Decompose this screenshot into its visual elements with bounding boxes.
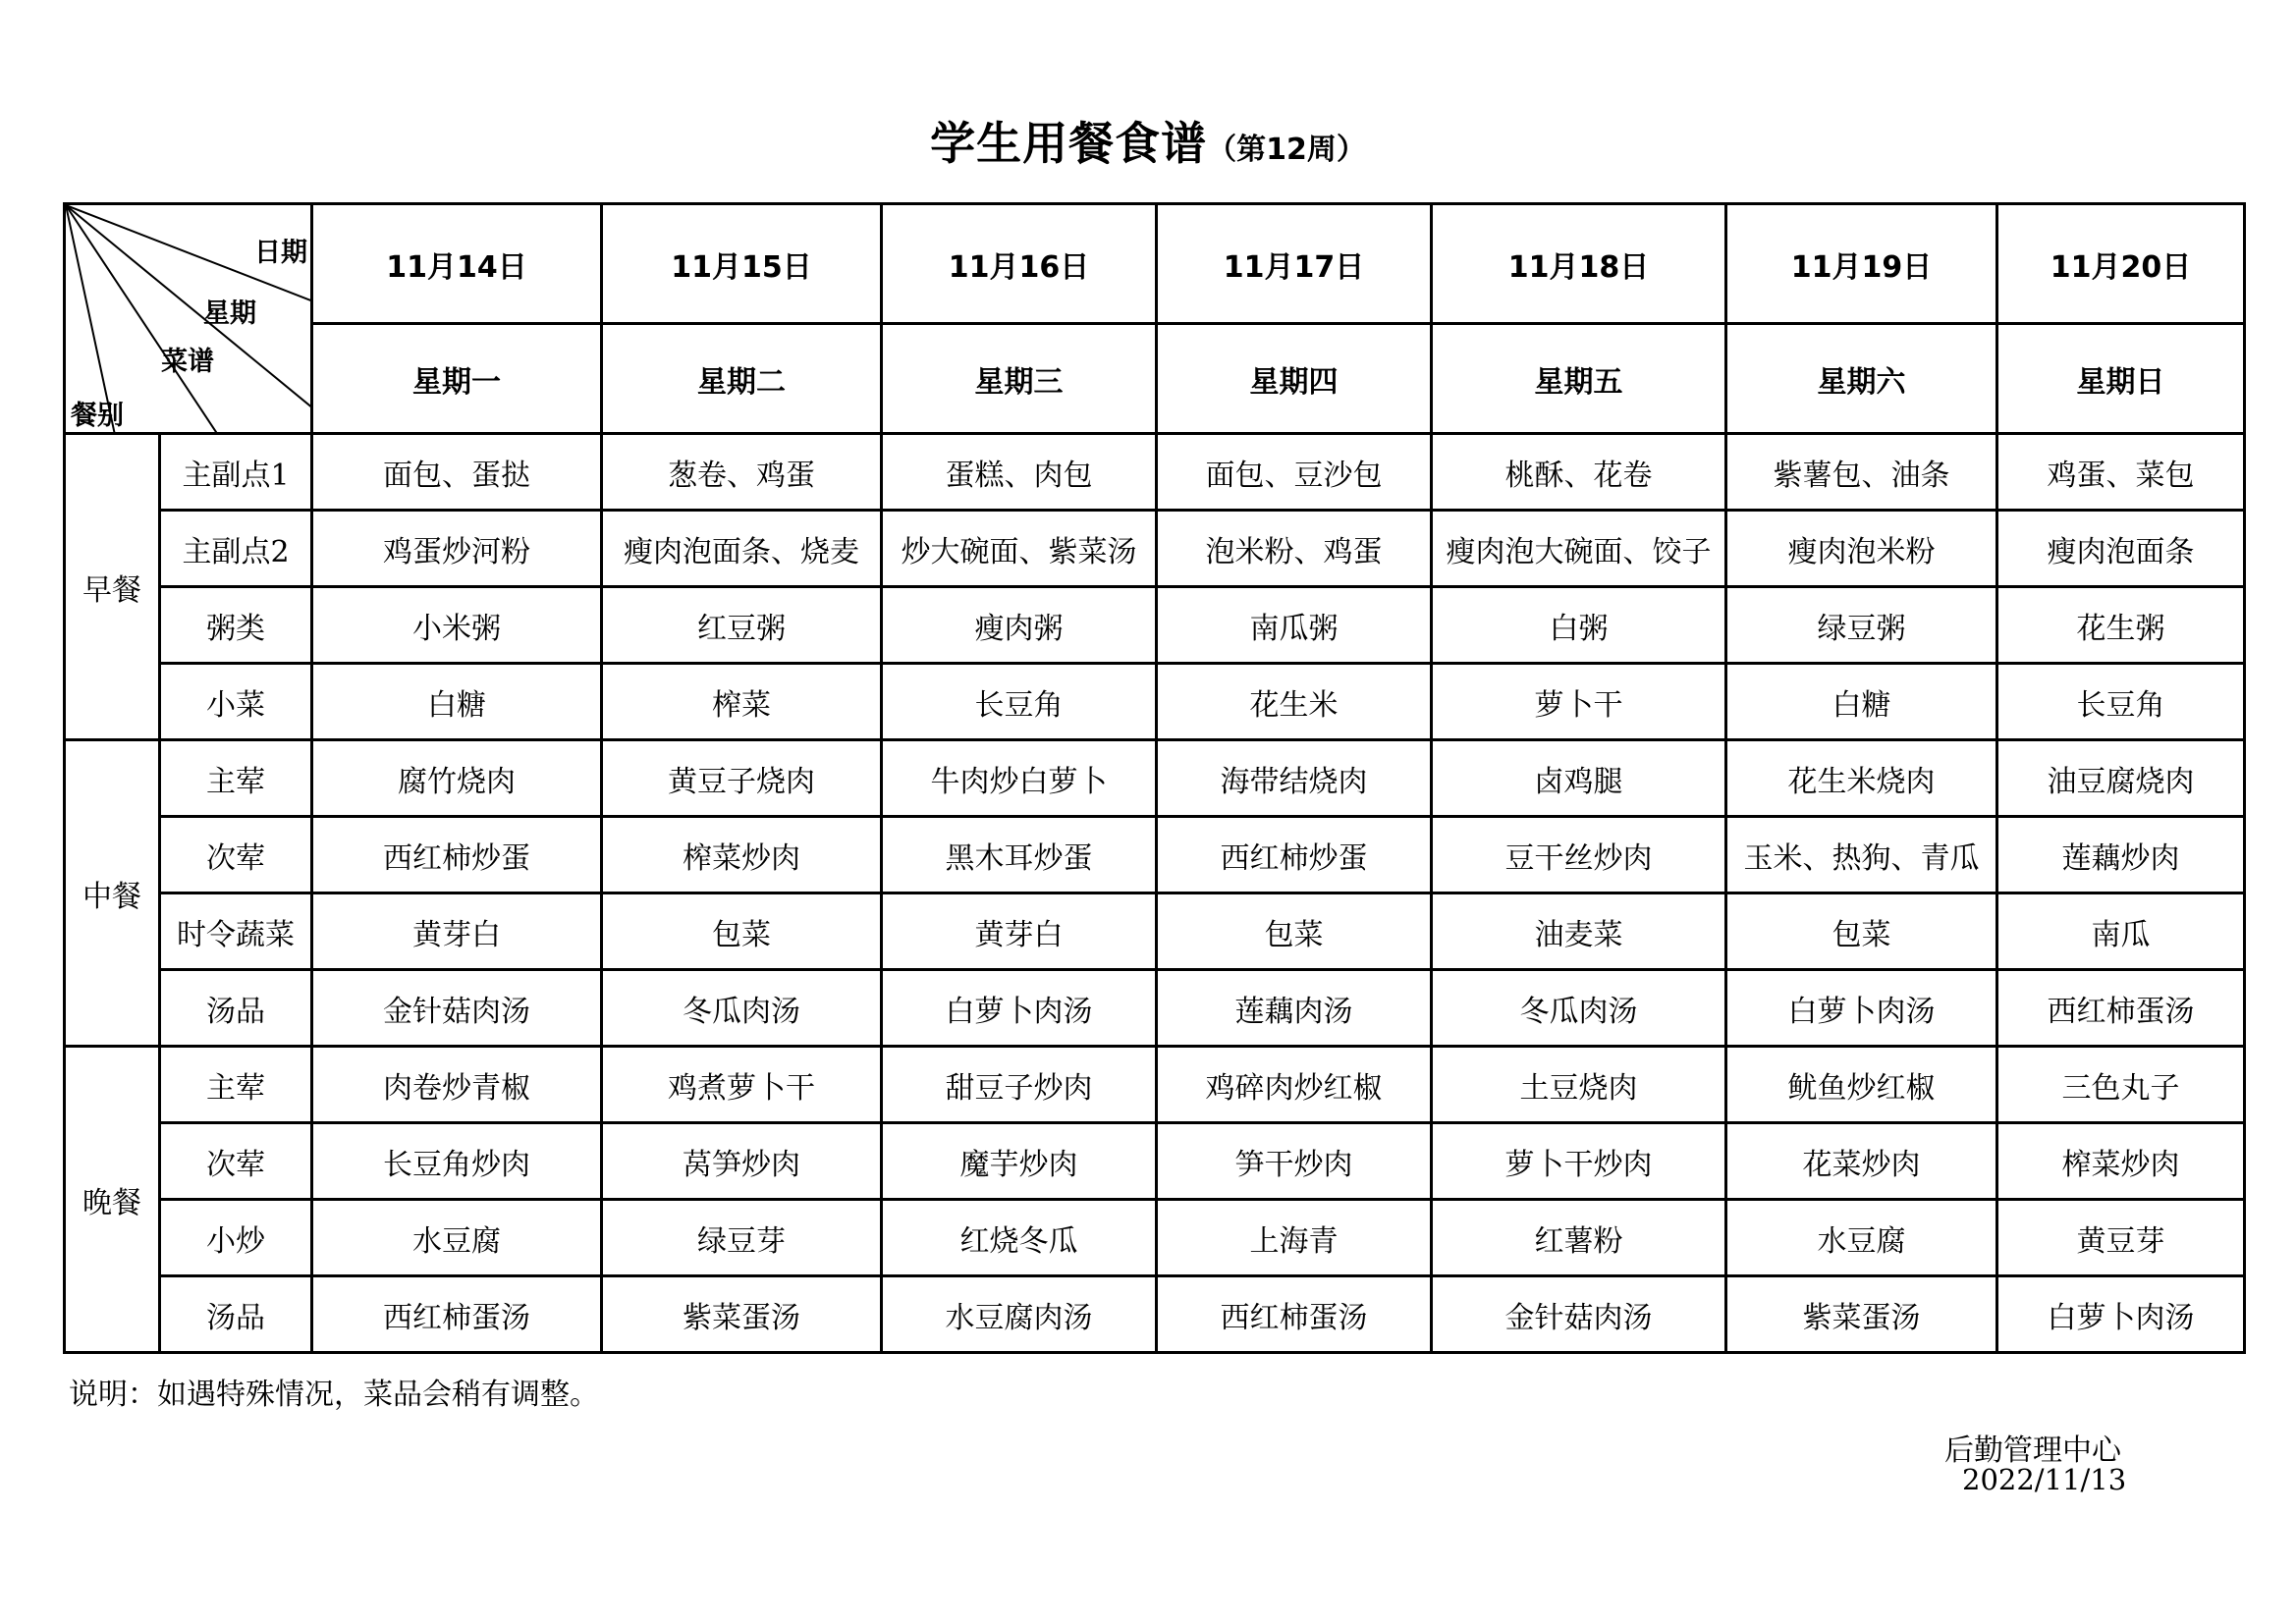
dish-cell: 鸡蛋、菜包 [1997,434,2245,511]
dish-cell: 白糖 [1726,664,1997,740]
table-row [65,970,2245,1047]
dish-cell: 黄芽白 [312,893,602,970]
category-cell: 主荤 [160,1047,312,1123]
category-cell: 小炒 [160,1200,312,1276]
table-row [65,511,2245,587]
dish-cell: 长豆角 [882,664,1157,740]
table-row [65,1047,2245,1123]
dish-cell: 白萝卜肉汤 [1997,1276,2245,1353]
dish-cell: 上海青 [1157,1200,1432,1276]
dish-cell: 小米粥 [312,587,602,664]
dish-cell: 泡米粉、鸡蛋 [1157,511,1432,587]
date-header: 11月19日 [1726,204,1997,324]
category-cell: 汤品 [160,1276,312,1353]
table-row [65,587,2245,664]
corner-date-label: 日期 [254,238,307,268]
dish-cell: 蛋糕、肉包 [882,434,1157,511]
category-cell: 次荤 [160,817,312,893]
dish-cell: 瘦肉泡大碗面、饺子 [1432,511,1726,587]
table-row [65,1123,2245,1200]
table-row [65,664,2245,740]
dish-cell: 萝卜干炒肉 [1432,1123,1726,1200]
date-header: 11月20日 [1997,204,2245,324]
dish-cell: 肉卷炒青椒 [312,1047,602,1123]
dish-cell: 卤鸡腿 [1432,740,1726,817]
table-row [65,434,2245,511]
dish-cell: 西红柿蛋汤 [312,1276,602,1353]
dish-cell: 紫菜蛋汤 [1726,1276,1997,1353]
title-week: （第12周） [1207,133,1366,167]
dish-cell: 红薯粉 [1432,1200,1726,1276]
dish-cell: 金针菇肉汤 [312,970,602,1047]
corner-header-cell [65,204,312,434]
dish-cell: 水豆腐 [312,1200,602,1276]
dish-cell: 西红柿蛋汤 [1997,970,2245,1047]
corner-meal-label: 餐别 [71,401,124,431]
weekday-header: 星期三 [882,324,1157,434]
date-header: 11月16日 [882,204,1157,324]
dish-cell: 长豆角 [1997,664,2245,740]
page-title [0,108,2296,173]
category-cell: 小菜 [160,664,312,740]
table-row [65,893,2245,970]
dish-cell: 腐竹烧肉 [312,740,602,817]
dish-cell: 三色丸子 [1997,1047,2245,1123]
dish-cell: 油麦菜 [1432,893,1726,970]
dish-cell: 瘦肉泡米粉 [1726,511,1997,587]
weekday-header: 星期日 [1997,324,2245,434]
dish-cell: 玉米、热狗、青瓜 [1726,817,1997,893]
dish-cell: 白萝卜肉汤 [1726,970,1997,1047]
dish-cell: 面包、豆沙包 [1157,434,1432,511]
category-cell: 时令蔬菜 [160,893,312,970]
category-cell: 汤品 [160,970,312,1047]
dish-cell: 瘦肉粥 [882,587,1157,664]
footer-note: 说明：如遇特殊情况，菜品会稍有调整。 [69,1378,599,1412]
weekday-header: 星期一 [312,324,602,434]
dish-cell: 绿豆粥 [1726,587,1997,664]
corner-menu-label: 菜谱 [161,347,214,377]
table-row [65,1276,2245,1353]
meal-label-dinner: 晚餐 [65,1047,160,1353]
footer-department: 后勤管理中心 [1944,1434,2121,1468]
footer-date: 2022/11/13 [1962,1463,2127,1496]
dish-cell: 西红柿炒蛋 [1157,817,1432,893]
date-header: 11月17日 [1157,204,1432,324]
dish-cell: 面包、蛋挞 [312,434,602,511]
dish-cell: 白粥 [1432,587,1726,664]
dish-cell: 白萝卜肉汤 [882,970,1157,1047]
dish-cell: 榨菜炒肉 [1997,1123,2245,1200]
dish-cell: 土豆烧肉 [1432,1047,1726,1123]
dish-cell: 西红柿炒蛋 [312,817,602,893]
dish-cell: 西红柿蛋汤 [1157,1276,1432,1353]
dish-cell: 水豆腐 [1726,1200,1997,1276]
date-header: 11月14日 [312,204,602,324]
meal-label-breakfast: 早餐 [65,434,160,740]
dish-cell: 萝卜干 [1432,664,1726,740]
dish-cell: 鸡煮萝卜干 [602,1047,882,1123]
weekday-header: 星期四 [1157,324,1432,434]
dish-cell: 花生粥 [1997,587,2245,664]
dish-cell: 白糖 [312,664,602,740]
dish-cell: 南瓜 [1997,893,2245,970]
dish-cell: 甜豆子炒肉 [882,1047,1157,1123]
corner-weekday-label: 星期 [203,298,256,329]
dish-cell: 瘦肉泡面条 [1997,511,2245,587]
category-cell: 粥类 [160,587,312,664]
date-header: 11月18日 [1432,204,1726,324]
dish-cell: 榨菜炒肉 [602,817,882,893]
dish-cell: 黄芽白 [882,893,1157,970]
dish-cell: 花生米 [1157,664,1432,740]
dish-cell: 鸡碎肉炒红椒 [1157,1047,1432,1123]
dish-cell: 包菜 [602,893,882,970]
dish-cell: 黑木耳炒蛋 [882,817,1157,893]
dish-cell: 炒大碗面、紫菜汤 [882,511,1157,587]
table-row [65,1200,2245,1276]
dish-cell: 长豆角炒肉 [312,1123,602,1200]
dish-cell: 桃酥、花卷 [1432,434,1726,511]
dish-cell: 黄豆子烧肉 [602,740,882,817]
dish-cell: 黄豆芽 [1997,1200,2245,1276]
dish-cell: 莲藕肉汤 [1157,970,1432,1047]
category-cell: 次荤 [160,1123,312,1200]
dish-cell: 紫菜蛋汤 [602,1276,882,1353]
dish-cell: 包菜 [1157,893,1432,970]
dish-cell: 水豆腐肉汤 [882,1276,1157,1353]
menu-table [63,202,2246,1354]
dish-cell: 冬瓜肉汤 [602,970,882,1047]
dish-cell: 绿豆芽 [602,1200,882,1276]
dish-cell: 瘦肉泡面条、烧麦 [602,511,882,587]
weekday-header: 星期二 [602,324,882,434]
weekday-header: 星期六 [1726,324,1997,434]
dish-cell: 牛肉炒白萝卜 [882,740,1157,817]
dish-cell: 莲藕炒肉 [1997,817,2245,893]
category-cell: 主副点1 [160,434,312,511]
title-main: 学生用餐食谱 [930,117,1208,170]
dish-cell: 魔芋炒肉 [882,1123,1157,1200]
meal-label-lunch: 中餐 [65,740,160,1047]
dish-cell: 豆干丝炒肉 [1432,817,1726,893]
dish-cell: 笋干炒肉 [1157,1123,1432,1200]
dish-cell: 包菜 [1726,893,1997,970]
dish-cell: 海带结烧肉 [1157,740,1432,817]
category-cell: 主荤 [160,740,312,817]
dish-cell: 鸡蛋炒河粉 [312,511,602,587]
dish-cell: 红豆粥 [602,587,882,664]
category-cell: 主副点2 [160,511,312,587]
dish-cell: 花生米烧肉 [1726,740,1997,817]
table-row [65,817,2245,893]
dish-cell: 南瓜粥 [1157,587,1432,664]
dish-cell: 油豆腐烧肉 [1997,740,2245,817]
dish-cell: 紫薯包、油条 [1726,434,1997,511]
dish-cell: 冬瓜肉汤 [1432,970,1726,1047]
dish-cell: 红烧冬瓜 [882,1200,1157,1276]
dish-cell: 鱿鱼炒红椒 [1726,1047,1997,1123]
dish-cell: 榨菜 [602,664,882,740]
dish-cell: 葱卷、鸡蛋 [602,434,882,511]
weekday-header: 星期五 [1432,324,1726,434]
dish-cell: 莴笋炒肉 [602,1123,882,1200]
dish-cell: 金针菇肉汤 [1432,1276,1726,1353]
dish-cell: 花菜炒肉 [1726,1123,1997,1200]
table-row [65,740,2245,817]
date-header: 11月15日 [602,204,882,324]
